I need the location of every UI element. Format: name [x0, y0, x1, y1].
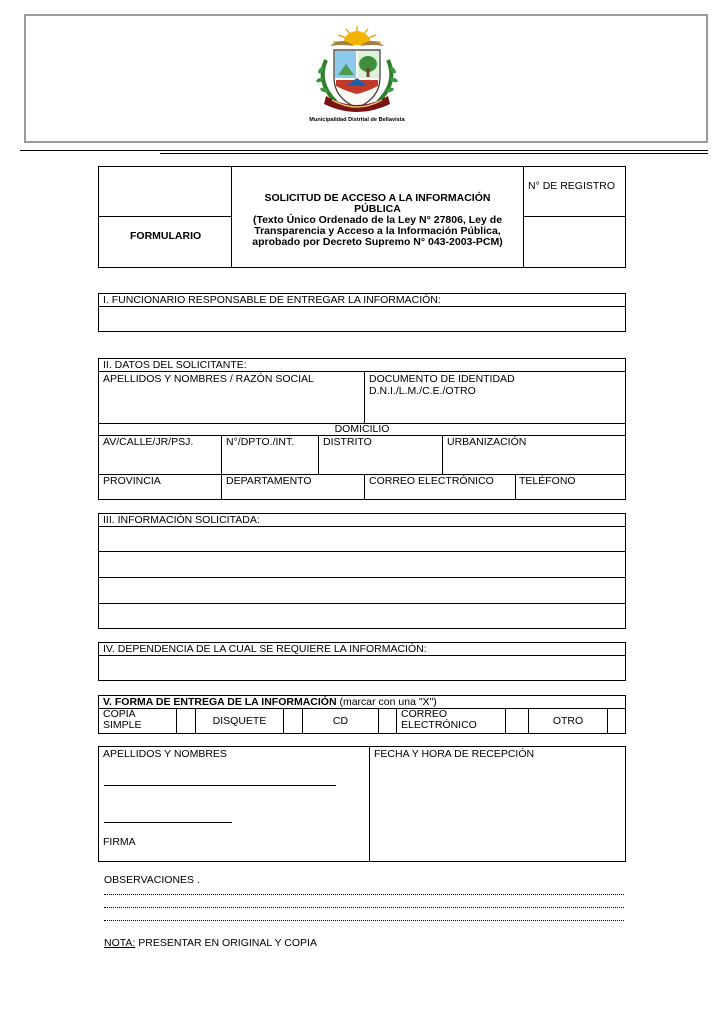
section-2-title: II. DATOS DEL SOLICITANTE:	[103, 359, 247, 371]
municipal-coat-of-arms-logo	[306, 20, 408, 120]
option-email-label: CORREO ELECTRÓNICO	[401, 708, 477, 731]
form-label: FORMULARIO	[130, 230, 202, 242]
observations-label: OBSERVACIONES .	[104, 874, 200, 886]
observations-line-3[interactable]	[104, 920, 624, 921]
signature-box	[98, 746, 626, 862]
option-simple-copy-label: COPIA SIMPLE	[103, 708, 142, 731]
municipality-name: Municipalidad Distrital de Bellavista	[309, 117, 405, 123]
applicant-names-label: APELLIDOS Y NOMBRES / RAZÓN SOCIAL	[103, 373, 314, 385]
address-header: DOMICILIO	[334, 423, 390, 435]
observations-line-2[interactable]	[104, 907, 624, 908]
signer-names-line[interactable]	[104, 785, 336, 786]
option-diskette-label: DISQUETE	[212, 715, 267, 727]
district-label: DISTRITO	[323, 436, 372, 448]
header-divider	[20, 150, 708, 151]
simple-copy-checkbox[interactable]	[177, 709, 195, 733]
phone-label: TELÉFONO	[519, 475, 576, 487]
section-5-title: V. FORMA DE ENTREGA DE LA INFORMACIÓN (marcar con una "X")	[103, 696, 437, 708]
street-label: AV/CALLE/JR/PSJ.	[103, 436, 194, 448]
section-4-title: IV. DEPENDENCIA DE LA CUAL SE REQUIERE LA INFORMACIÓN:	[103, 643, 427, 655]
signature-label: FIRMA	[103, 836, 136, 848]
option-cd-label: CD	[332, 715, 349, 727]
other-checkbox[interactable]	[608, 709, 625, 733]
form-title: SOLICITUD DE ACCESO A LA INFORMACIÓN PÚBLICA (Texto Único Ordenado de la Ley N° 27806, Ley de Transparencia y Acceso a la Información Pública, aprobado por Decreto Supremo N° 043-2003-PCM)	[252, 192, 503, 248]
reception-date-label: FECHA Y HORA DE RECEPCIÓN	[374, 748, 535, 760]
official-responsible-field[interactable]	[99, 307, 625, 331]
number-label: N°/DPTO./INT.	[226, 436, 295, 448]
requested-information-field[interactable]	[99, 527, 625, 628]
id-document-label: DOCUMENTO DE IDENTIDAD D.N.I./L.M./C.E./OTRO	[369, 373, 515, 397]
email-checkbox[interactable]	[506, 709, 528, 733]
urbanization-label: URBANIZACIÓN	[447, 436, 527, 448]
note: NOTA: PRESENTAR EN ORIGINAL Y COPIA	[104, 937, 317, 949]
section-3-title: III. INFORMACIÓN SOLICITADA:	[103, 514, 260, 526]
option-other-label: OTRO	[552, 715, 584, 727]
cd-checkbox[interactable]	[379, 709, 396, 733]
signature-line[interactable]	[104, 822, 232, 823]
signer-names-label: APELLIDOS Y NOMBRES	[103, 748, 227, 760]
diskette-checkbox[interactable]	[284, 709, 302, 733]
section-1-title: I. FUNCIONARIO RESPONSABLE DE ENTREGAR LA INFORMACIÓN:	[103, 294, 441, 306]
province-label: PROVINCIA	[103, 475, 161, 487]
dependency-field[interactable]	[99, 656, 625, 680]
registry-number-label: N° DE REGISTRO	[528, 180, 616, 192]
department-label: DEPARTAMENTO	[226, 475, 312, 487]
header-divider-secondary	[160, 153, 708, 154]
observations-line-1[interactable]	[104, 894, 624, 895]
email-label: CORREO ELECTRÓNICO	[369, 475, 494, 487]
